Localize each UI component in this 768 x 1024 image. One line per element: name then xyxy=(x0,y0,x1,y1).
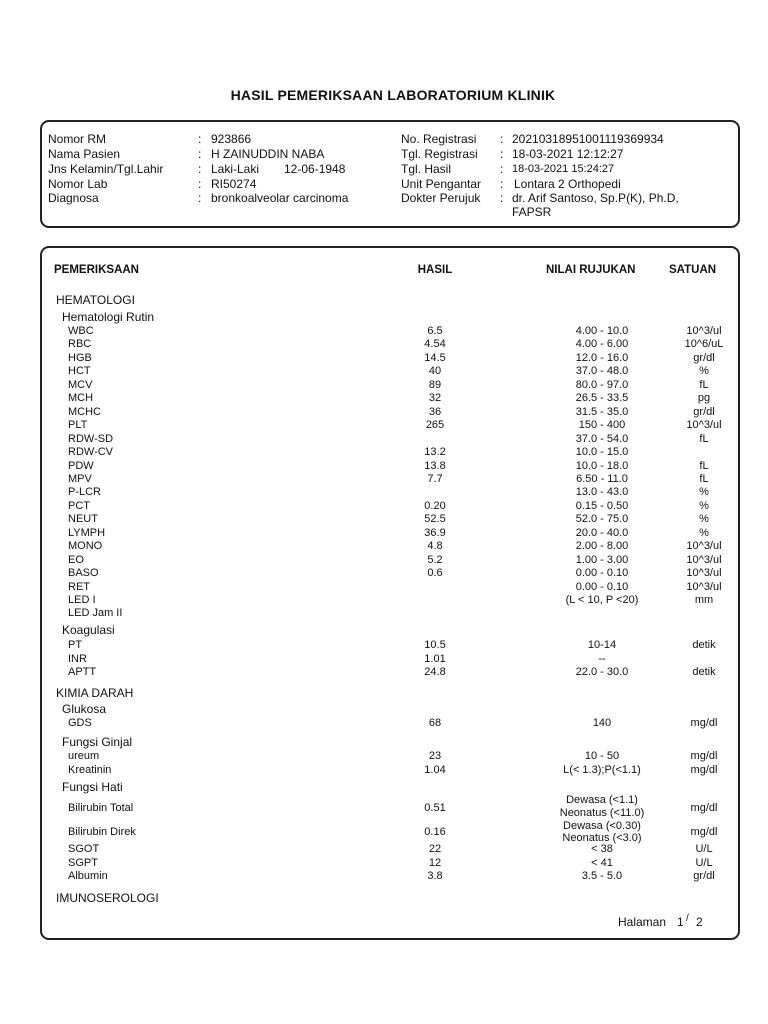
row-satuan: % xyxy=(699,513,709,526)
row-satuan: fL xyxy=(699,459,709,472)
row-hasil: 0.6 xyxy=(427,567,443,580)
header-nilai-rujukan: NILAI RUJUKAN xyxy=(546,264,636,276)
value-unit-pengantar: Lontara 2 Orthopedi xyxy=(514,177,621,191)
row-hasil: 40 xyxy=(428,365,442,378)
colon: : xyxy=(198,147,202,161)
table-row xyxy=(0,338,768,352)
value-tgl-registrasi: 18-03-2021 12:12:27 xyxy=(512,147,624,161)
row-name: LED Jam II xyxy=(68,607,123,620)
table-row xyxy=(0,352,768,366)
value-no-registrasi: 20210318951001119369934 xyxy=(512,132,664,146)
row-name: GDS xyxy=(68,717,92,729)
row-nilai: 10.0 - 15.0 xyxy=(575,446,629,459)
value-dokter-perujuk: dr. Arif Santoso, Sp.P(K), Ph.D, xyxy=(512,191,679,205)
label-jenis-kelamin: Jns Kelamin/Tgl.Lahir xyxy=(48,162,164,176)
label-nomor-lab: Nomor Lab xyxy=(48,177,108,191)
table-row xyxy=(0,460,768,474)
row-nilai-line2: Neonatus (<3.0) xyxy=(562,832,642,844)
row-nilai: 26.5 - 33.5 xyxy=(575,392,629,405)
row-name: INR xyxy=(68,652,87,665)
value-diagnosa: bronkoalveolar carcinoma xyxy=(211,191,349,205)
label-dokter-perujuk: Dokter Perujuk xyxy=(401,191,481,205)
table-row xyxy=(0,540,768,554)
row-name: RBC xyxy=(68,338,92,351)
row-hasil: 4.54 xyxy=(424,338,446,351)
row-nilai: 150 - 400 xyxy=(578,419,626,432)
section-kimia-darah: KIMIA DARAH xyxy=(56,686,134,700)
row-name: Bilirubin Direk xyxy=(68,826,136,838)
row-name: APTT xyxy=(68,666,97,678)
value-tgl-lahir: 12-06-1948 xyxy=(284,162,346,176)
row-nilai: 20.0 - 40.0 xyxy=(575,526,629,539)
row-satuan: gr/dl xyxy=(693,351,715,364)
row-nilai: 37.0 - 48.0 xyxy=(575,365,629,378)
row-satuan: U/L xyxy=(695,856,713,869)
row-satuan: 10^3/ul xyxy=(686,419,722,432)
row-nilai: 10.0 - 18.0 xyxy=(575,459,629,472)
row-name: MONO xyxy=(68,540,103,553)
row-hasil: 24.8 xyxy=(424,666,446,678)
colon: : xyxy=(500,147,504,161)
label-tgl-hasil: Tgl. Hasil xyxy=(401,162,452,176)
row-satuan: fL xyxy=(699,472,709,485)
row-name: LED I xyxy=(68,594,96,606)
row-nilai: 13.0 - 43.0 xyxy=(575,486,629,499)
table-row xyxy=(0,581,768,595)
table-row xyxy=(0,325,768,339)
row-nilai: 0.00 - 0.10 xyxy=(575,567,629,580)
row-hasil: 23 xyxy=(428,750,442,762)
colon: : xyxy=(198,191,202,205)
row-name: NEUT xyxy=(68,513,98,526)
row-nilai: 140 xyxy=(592,717,612,729)
row-nilai: 4.00 - 6.00 xyxy=(575,338,629,351)
label-diagnosa: Diagnosa xyxy=(48,191,99,205)
row-satuan: fL xyxy=(699,378,709,391)
row-nilai: 0.00 - 0.10 xyxy=(575,580,629,593)
row-hasil: 13.8 xyxy=(424,459,446,472)
row-name: P-LCR xyxy=(68,486,102,499)
row-name: BASO xyxy=(68,567,99,580)
row-name: HGB xyxy=(68,351,92,364)
row-satuan: % xyxy=(699,486,709,499)
row-name: MCHC xyxy=(68,405,101,418)
row-name: Albumin xyxy=(68,870,108,882)
row-name: RET xyxy=(68,580,90,593)
row-satuan: gr/dl xyxy=(693,870,715,882)
page-label: Halaman xyxy=(618,915,667,929)
row-name: SGPT xyxy=(68,856,98,869)
row-nilai: 10-14 xyxy=(587,639,617,651)
table-row xyxy=(0,666,768,680)
table-row xyxy=(0,473,768,487)
row-nilai: 12.0 - 16.0 xyxy=(575,351,629,364)
row-satuan: mg/dl xyxy=(690,750,718,762)
row-nilai: 1.00 - 3.00 xyxy=(575,553,629,566)
row-nilai: 3.5 - 5.0 xyxy=(581,870,623,882)
page-number: 1 xyxy=(677,915,684,929)
row-satuan: pg xyxy=(697,392,711,405)
row-name: MCV xyxy=(68,378,93,391)
row-hasil: 89 xyxy=(428,378,442,391)
row-hasil: 12 xyxy=(428,856,442,869)
row-nilai: 0.15 - 0.50 xyxy=(575,499,629,512)
row-nilai-line1: Dewasa (<0.30) xyxy=(563,820,641,832)
row-nilai: -- xyxy=(598,652,606,665)
row-nilai-line2: Neonatus (<11.0) xyxy=(559,807,645,819)
value-nama-pasien: H ZAINUDDIN NABA xyxy=(211,147,325,161)
subsection-glukosa: Glukosa xyxy=(62,702,107,716)
row-name: Kreatinin xyxy=(68,764,112,776)
row-hasil: 0.16 xyxy=(424,826,446,838)
row-hasil: 36.9 xyxy=(424,526,446,539)
table-row xyxy=(0,433,768,447)
row-nilai-line1: Dewasa (<1.1) xyxy=(566,794,638,806)
row-name: LYMPH xyxy=(68,526,106,539)
header-hasil: HASIL xyxy=(417,264,453,276)
row-satuan: detik xyxy=(692,666,716,678)
row-nilai: 52.0 - 75.0 xyxy=(575,513,629,526)
table-row xyxy=(0,527,768,541)
value-tgl-hasil: 18-03-2021 15:24:27 xyxy=(512,163,615,175)
label-no-registrasi: No. Registrasi xyxy=(401,132,477,146)
header-pemeriksaan: PEMERIKSAAN xyxy=(54,264,139,276)
row-nilai: < 38 xyxy=(591,843,613,855)
subsection-hematologi-rutin: Hematologi Rutin xyxy=(62,310,155,324)
row-name: HCT xyxy=(68,365,91,378)
colon: : xyxy=(500,132,504,146)
row-name: RDW-SD xyxy=(68,432,114,445)
row-hasil: 14.5 xyxy=(424,351,446,364)
table-row xyxy=(0,639,768,653)
row-satuan: fL xyxy=(699,432,709,445)
row-hasil: 6.5 xyxy=(427,325,443,337)
row-satuan: mg/dl xyxy=(690,826,718,838)
colon: : xyxy=(198,132,202,146)
row-name: Bilirubin Total xyxy=(68,802,134,814)
row-hasil: 0.20 xyxy=(424,499,446,512)
table-row xyxy=(0,406,768,420)
page-total: 2 xyxy=(696,915,703,929)
row-satuan: % xyxy=(699,365,709,378)
row-hasil: 68 xyxy=(428,717,442,729)
table-row xyxy=(0,379,768,393)
label-nomor-rm: Nomor RM xyxy=(48,132,107,146)
row-satuan: 10^3/ul xyxy=(686,540,722,553)
row-nilai: 22.0 - 30.0 xyxy=(575,666,629,678)
section-imunoserologi: IMUNOSEROLOGI xyxy=(56,891,159,905)
row-nilai: 2.00 - 8.00 xyxy=(575,540,629,553)
label-unit-pengantar: Unit Pengantar xyxy=(401,177,482,191)
subsection-koagulasi: Koagulasi xyxy=(62,623,115,637)
table-row xyxy=(0,750,768,764)
table-row xyxy=(0,594,768,608)
row-hasil: 1.01 xyxy=(424,652,446,665)
label-tgl-registrasi: Tgl. Registrasi xyxy=(401,147,478,161)
row-name: PDW xyxy=(68,459,94,472)
row-nilai: (L < 10, P <20) xyxy=(565,594,639,606)
row-satuan: gr/dl xyxy=(693,405,715,418)
row-name: PLT xyxy=(68,419,88,432)
row-satuan: 10^3/ul xyxy=(686,553,722,566)
row-satuan: 10^3/ul xyxy=(686,567,722,580)
row-nilai: 4.00 - 10.0 xyxy=(575,325,629,337)
colon: : xyxy=(500,162,504,176)
table-row xyxy=(0,392,768,406)
row-satuan: mm xyxy=(694,594,714,606)
row-name: ureum xyxy=(68,750,100,762)
table-row xyxy=(0,446,768,460)
table-row xyxy=(0,567,768,581)
header-satuan: SATUAN xyxy=(669,264,717,276)
row-nilai: 31.5 - 35.0 xyxy=(575,405,629,418)
label-nama-pasien: Nama Pasien xyxy=(48,147,121,161)
table-row xyxy=(0,843,768,857)
row-hasil: 4.8 xyxy=(427,540,443,553)
row-name: MPV xyxy=(68,472,92,485)
row-satuan: mg/dl xyxy=(690,717,718,729)
row-satuan: % xyxy=(699,499,709,512)
row-name: RDW-CV xyxy=(68,446,114,459)
row-satuan: 10^6/uL xyxy=(684,338,724,351)
table-row xyxy=(0,764,768,778)
row-satuan: U/L xyxy=(695,843,713,855)
row-hasil: 13.2 xyxy=(424,446,446,459)
value-dokter-perujuk-cont: FAPSR xyxy=(512,205,552,219)
row-satuan: 10^3/ul xyxy=(686,325,722,337)
row-nilai: L(< 1.3);P(<1.1) xyxy=(563,764,641,776)
table-row xyxy=(0,870,768,884)
row-hasil: 52.5 xyxy=(424,513,446,526)
row-satuan: 10^3/ul xyxy=(686,580,722,593)
row-nilai: 10 - 50 xyxy=(584,750,620,762)
row-name: PT xyxy=(68,639,83,651)
row-name: MCH xyxy=(68,392,94,405)
colon: : xyxy=(500,177,504,191)
table-row xyxy=(0,717,768,731)
table-row xyxy=(0,554,768,568)
colon: : xyxy=(198,177,202,191)
row-name: SGOT xyxy=(68,843,100,855)
colon: : xyxy=(500,191,504,205)
subsection-fungsi-ginjal: Fungsi Ginjal xyxy=(62,735,133,749)
table-row xyxy=(0,365,768,379)
colon: : xyxy=(198,162,202,176)
value-nomor-rm: 923866 xyxy=(211,132,252,146)
table-row xyxy=(0,419,768,433)
value-nomor-lab: RI50274 xyxy=(211,177,257,191)
row-hasil: 10.5 xyxy=(424,639,446,651)
row-nilai: 80.0 - 97.0 xyxy=(575,378,629,391)
table-row xyxy=(0,486,768,500)
page-separator: / xyxy=(686,913,689,924)
row-satuan: % xyxy=(699,526,709,539)
table-row xyxy=(0,500,768,514)
row-hasil: 36 xyxy=(428,405,442,418)
report-title: HASIL PEMERIKSAAN LABORATORIUM KLINIK xyxy=(230,87,556,103)
row-hasil: 32 xyxy=(428,392,442,405)
row-hasil: 0.51 xyxy=(424,802,446,814)
row-name: EO xyxy=(68,553,84,566)
table-row xyxy=(0,857,768,871)
row-nilai: 37.0 - 54.0 xyxy=(575,432,629,445)
row-hasil: 22 xyxy=(428,843,442,855)
row-hasil: 7.7 xyxy=(427,472,443,485)
row-hasil: 1.04 xyxy=(424,764,446,776)
value-jenis-kelamin: Laki-Laki xyxy=(211,162,260,176)
subsection-fungsi-hati: Fungsi Hati xyxy=(62,780,123,794)
row-nilai: 6.50 - 11.0 xyxy=(576,472,628,485)
table-row xyxy=(0,653,768,667)
row-hasil: 5.2 xyxy=(427,553,443,566)
section-hematologi: HEMATOLOGI xyxy=(56,293,135,307)
table-row xyxy=(0,513,768,527)
row-satuan: mg/dl xyxy=(690,764,718,776)
row-name: PCT xyxy=(68,499,90,512)
row-name: WBC xyxy=(68,325,94,337)
row-hasil: 265 xyxy=(425,419,445,432)
row-nilai: < 41 xyxy=(591,856,613,869)
table-row xyxy=(0,607,768,621)
row-satuan: detik xyxy=(692,639,716,651)
row-satuan: mg/dl xyxy=(690,802,718,814)
row-hasil: 3.8 xyxy=(427,870,443,882)
